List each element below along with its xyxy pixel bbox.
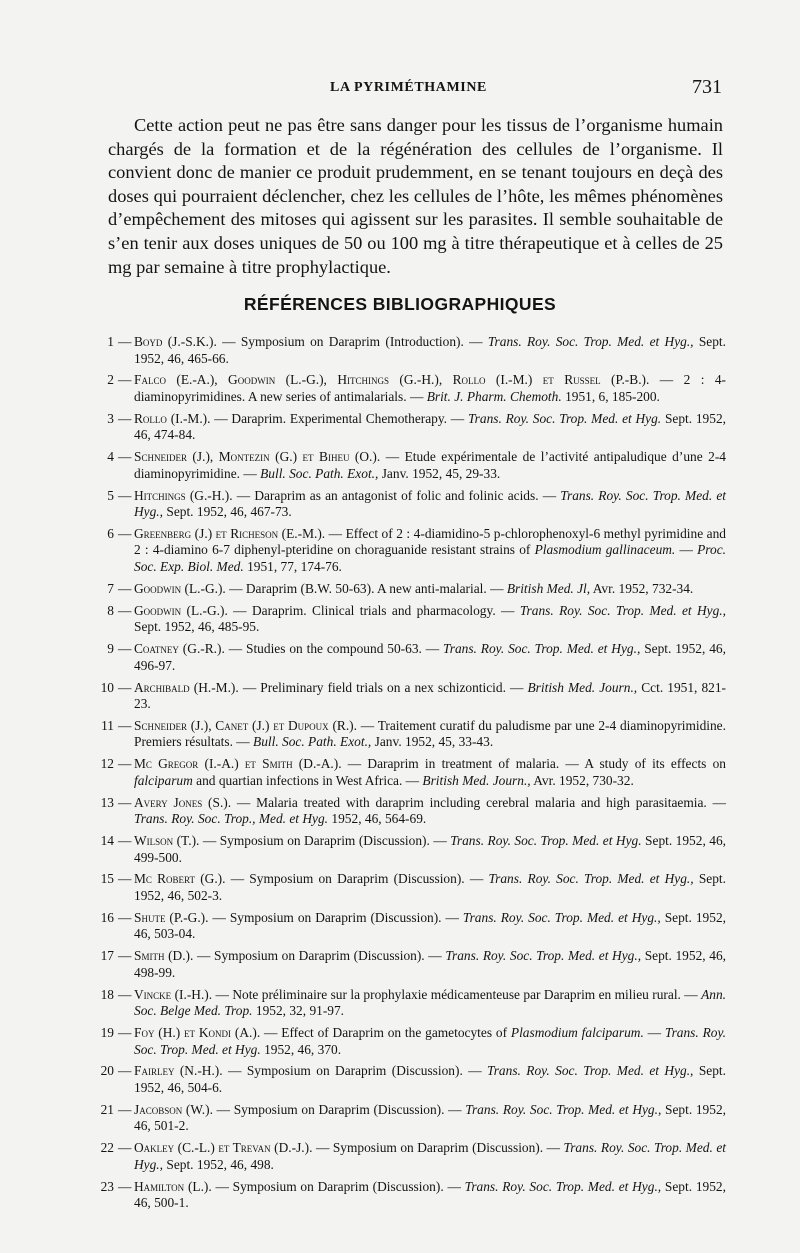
reference-dash: —: [118, 602, 132, 618]
reference-title: Malaria treated with daraprim including cerebral malaria and high parasitaemia.: [256, 794, 707, 810]
reference-number: 8: [107, 602, 114, 618]
reference-authors: Hitchings (G.-H.).: [134, 487, 233, 503]
reference-source: Trans. Roy. Soc. Trop. Med. et Hyg.,: [519, 602, 727, 618]
reference-source: Trans. Roy. Soc. Trop. Med. et Hyg.,: [134, 487, 727, 520]
reference-entry: 1 — Boyd (J.-S.K.). — Symposium on Daraprim (Introduction). — Trans. Roy. Soc. Trop. Med. et Hyg., Sept. 1952, 46, 465-66.: [94, 334, 726, 367]
reference-source: Trans. Roy. Soc. Trop. Med. et Hyg.,: [464, 1178, 662, 1194]
reference-authors: Oakley (C.-L.) et Trevan (D.-J.).: [134, 1140, 313, 1156]
reference-title: Symposium on Daraprim (Discussion).: [233, 1101, 445, 1117]
reference-authors: Vincke (I.-H.).: [134, 986, 213, 1002]
reference-title: Effect of 2 : 4-diamidino-5 p-chlorophenoxyl-6 methyl pyrimidine and 2 : 4-diamino 6-7 diphenyl-pteridine on choraguanide resistant strains of: [134, 525, 726, 558]
reference-dash: —: [118, 1140, 132, 1156]
reference-dash: —: [118, 871, 132, 887]
reference-authors: Rollo (I.-M.).: [134, 410, 211, 426]
reference-title: Daraprim (B.W. 50-63). A new anti-malarial.: [245, 580, 487, 596]
reference-dash: —: [118, 410, 132, 426]
reference-title: Symposium on Daraprim (Introduction).: [240, 334, 464, 349]
reference-species: falciparum: [134, 772, 193, 788]
reference-number: 9: [107, 641, 114, 657]
reference-details: Janv. 1952, 45, 33-43.: [374, 734, 494, 750]
reference-entry: 4 — Schneider (J.), Montezin (G.) et Biheu (O.). — Etude expérimentale de l’activité antipaludique d’une 2-4 diaminopyrimidine. — Bull. Soc. Path. Exot., Janv. 1952, 45, 29-33.: [94, 449, 726, 482]
body-text: [108, 114, 723, 279]
reference-source: Brit. J. Pharm. Chemoth.: [426, 388, 562, 404]
reference-number: 4: [107, 449, 114, 465]
reference-number: 18: [100, 986, 114, 1002]
reference-dash: —: [118, 1101, 132, 1117]
reference-number: 10: [100, 679, 114, 695]
reference-source: Trans. Roy. Soc. Trop. Med. et Hyg.,: [487, 1063, 694, 1079]
reference-source: Trans. Roy. Soc. Trop. Med. et Hyg.,: [465, 1101, 662, 1117]
reference-title: Symposium on Daraprim (Discussion).: [214, 948, 425, 964]
reference-entry: 22 — Oakley (C.-L.) et Trevan (D.-J.). — Symposium on Daraprim (Discussion). — Trans. Roy. Soc. Trop. Med. et Hyg., Sept. 1952, 46, 498.: [94, 1140, 726, 1173]
reference-number: 6: [107, 525, 114, 541]
reference-species: Plasmodium gallinaceum.: [534, 542, 676, 558]
reference-title: Note préliminaire sur la prophylaxie médicamenteuse par Daraprim en milieu rural.: [232, 986, 681, 1002]
reference-details: 1952, 46, 564-69.: [331, 811, 427, 827]
reference-title: 2 : 4-diaminopyrimidines. A new series of antimalarials.: [134, 372, 726, 404]
reference-source: British Med. Journ.,: [527, 679, 638, 695]
page-number: 731: [692, 76, 722, 98]
reference-details: 1951, 6, 185-200.: [565, 388, 660, 404]
reference-authors: Schneider (J.), Montezin (G.) et Biheu (O.).: [134, 449, 381, 465]
reference-entry: 10 — Archibald (H.-M.). — Preliminary field trials on a nex schizonticid. — British Med. Journ., Cct. 1951, 821-23.: [94, 680, 726, 713]
reference-authors: Falco (E.-A.), Goodwin (L.-G.), Hitchings (G.-H.), Rollo (I.-M.) et Russel (P.-B.).: [134, 372, 650, 388]
reference-entry: 9 — Coatney (G.-R.). — Studies on the compound 50-63. — Trans. Roy. Soc. Trop. Med. et Hyg., Sept. 1952, 46, 496-97.: [94, 641, 726, 674]
reference-title: Symposium on Daraprim (Discussion).: [249, 871, 465, 887]
reference-details: Janv. 1952, 45, 29-33.: [381, 465, 501, 481]
reference-entry: 21 — Jacobson (W.). — Symposium on Daraprim (Discussion). — Trans. Roy. Soc. Trop. Med. et Hyg., Sept. 1952, 46, 501-2.: [94, 1102, 726, 1135]
reference-details: Sept. 1952, 46, 474-84.: [134, 410, 726, 443]
reference-dash: —: [118, 487, 132, 503]
reference-number: 19: [100, 1025, 114, 1041]
reference-authors: Goodwin (L.-G.).: [134, 580, 226, 596]
reference-details: Sept. 1952, 46, 467-73.: [166, 504, 292, 520]
reference-entry: 15 — Mc Robert (G.). — Symposium on Daraprim (Discussion). — Trans. Roy. Soc. Trop. Med. et Hyg., Sept. 1952, 46, 502-3.: [94, 871, 726, 904]
reference-details: Avr. 1952, 732-34.: [592, 580, 694, 596]
reference-source: British Med. Jl,: [506, 580, 591, 596]
reference-title: Studies on the compound 50-63.: [246, 641, 422, 657]
reference-authors: Shute (P.-G.).: [134, 909, 209, 925]
reference-authors: Fairley (N.-H.).: [134, 1063, 223, 1079]
reference-details: 1952, 32, 91-97.: [255, 1003, 345, 1019]
reference-authors: Jacobson (W.).: [134, 1101, 213, 1117]
reference-source: Trans. Roy. Soc. Trop. Med. et Hyg.,: [134, 1140, 726, 1172]
reference-number: 3: [107, 410, 114, 426]
reference-entry: 14 — Wilson (T.). — Symposium on Daraprim (Discussion). — Trans. Roy. Soc. Trop. Med. et Hyg. Sept. 1952, 46, 499-500.: [94, 833, 726, 866]
reference-details: Sept. 1952, 46, 501-2.: [134, 1101, 726, 1134]
reference-entry: 17 — Smith (D.). — Symposium on Daraprim (Discussion). — Trans. Roy. Soc. Trop. Med. et Hyg., Sept. 1952, 46, 498-99.: [94, 948, 726, 981]
reference-source: Trans. Roy. Soc. Trop. Med. et Hyg.,: [487, 334, 694, 349]
reference-number: 2: [107, 372, 114, 388]
reference-number: 16: [100, 909, 114, 925]
reference-dash: —: [118, 641, 132, 657]
reference-details: Sept. 1952, 46, 498-99.: [134, 948, 726, 980]
reference-details: Sept. 1952, 46, 465-66.: [134, 334, 726, 366]
reference-authors: Hamilton (L.).: [134, 1178, 212, 1194]
reference-authors: Boyd (J.-S.K.).: [134, 334, 217, 349]
reference-details: Sept. 1952, 46, 498.: [166, 1156, 274, 1172]
reference-number: 13: [100, 794, 114, 810]
reference-entry: 13 — Avery Jones (S.). — Malaria treated with daraprim including cerebral malaria and high parasitaemia. — Trans. Roy. Soc. Trop., Med. et Hyg. 1952, 46, 564-69.: [94, 795, 726, 828]
reference-species: Plasmodium falciparum.: [510, 1025, 644, 1041]
reference-source: Trans. Roy. Soc. Trop., Med. et Hyg.: [134, 811, 329, 827]
reference-number: 7: [107, 580, 114, 596]
reference-details: Sept. 1952, 46, 499-500.: [134, 833, 726, 865]
reference-details: Sept. 1952, 46, 500-1.: [134, 1178, 726, 1211]
reference-details: 1951, 77, 174-76.: [247, 558, 342, 574]
reference-title: Symposium on Daraprim (Discussion).: [246, 1063, 463, 1079]
reference-title: Symposium on Daraprim (Discussion).: [232, 1178, 444, 1194]
reference-details: Sept. 1952, 46, 504-6.: [134, 1063, 726, 1095]
reference-source: Bull. Soc. Path. Exot.,: [253, 734, 372, 750]
reference-dash: —: [118, 679, 132, 695]
reference-entry: 18 — Vincke (I.-H.). — Note préliminaire sur la prophylaxie médicamenteuse par Daraprim en milieu rural. — Ann. Soc. Belge Med. Trop. 1952, 32, 91-97.: [94, 987, 726, 1020]
reference-source: Trans. Roy. Soc. Trop. Med. et Hyg.,: [443, 641, 641, 657]
reference-authors: Mc Gregor (I.-A.) et Smith (D.-A.).: [134, 756, 342, 772]
reference-entry: 8 — Goodwin (L.-G.). — Daraprim. Clinical trials and pharmacology. — Trans. Roy. Soc. Trop. Med. et Hyg., Sept. 1952, 46, 485-95.: [94, 603, 726, 636]
reference-number: 17: [100, 948, 114, 964]
reference-number: 1: [107, 334, 114, 349]
reference-number: 5: [107, 487, 114, 503]
reference-details: Sept. 1952, 46, 503-04.: [134, 909, 726, 942]
reference-dash: —: [118, 1063, 132, 1079]
reference-authors: Smith (D.).: [134, 948, 194, 964]
reference-title-cont: and quartian infections in West Africa.: [196, 772, 403, 788]
reference-source: Trans. Roy. Soc. Trop. Med. et Hyg.,: [488, 871, 694, 887]
reference-authors: Goodwin (L.-G.).: [134, 602, 228, 618]
reference-dash: —: [118, 334, 132, 349]
reference-number: 15: [100, 871, 114, 887]
reference-title: Daraprim. Experimental Chemotherapy.: [231, 410, 448, 426]
reference-authors: Archibald (H.-M.).: [134, 679, 239, 695]
reference-list: [94, 334, 726, 1217]
reference-dash: —: [118, 449, 132, 465]
reference-title: Traitement curatif du paludisme par une 2-4 diaminopyrimidine. Premiers résultats.: [134, 717, 726, 750]
reference-number: 14: [100, 833, 114, 849]
reference-entry: 2 — Falco (E.-A.), Goodwin (L.-G.), Hitchings (G.-H.), Rollo (I.-M.) et Russel (P.-B.). — 2 : 4-diaminopyrimidines. A new series of antimalarials. — Brit. J. Pharm. Chemoth. 1951, 6, 185-200.: [94, 372, 726, 405]
reference-dash: —: [118, 525, 132, 541]
reference-authors: Avery Jones (S.).: [134, 794, 232, 810]
reference-dash: —: [118, 1025, 132, 1041]
reference-authors: Mc Robert (G.).: [134, 871, 226, 887]
reference-details: Sept. 1952, 46, 496-97.: [134, 641, 726, 673]
reference-title: Daraprim. Clinical trials and pharmacology.: [251, 602, 496, 618]
reference-entry: 19 — Foy (H.) et Kondi (A.). — Effect of Daraprim on the gametocytes of Plasmodium falciparum. — Trans. Roy. Soc. Trop. Med. et Hyg. 1952, 46, 370.: [94, 1025, 726, 1058]
running-title: LA PYRIMÉTHAMINE: [330, 80, 487, 95]
reference-authors: Greenberg (J.) et Richeson (E.-M.).: [134, 525, 326, 541]
reference-dash: —: [118, 909, 132, 925]
reference-authors: Wilson (T.).: [134, 833, 200, 849]
reference-number: 21: [100, 1101, 114, 1117]
reference-details: Cct. 1951, 821-23.: [134, 679, 726, 712]
reference-source: Trans. Roy. Soc. Trop. Med. et Hyg.: [467, 410, 662, 426]
reference-source: Ann. Soc. Belge Med. Trop.: [134, 986, 727, 1019]
reference-title: Etude expérimentale de l’activité antipaludique d’une 2-4 diaminopyrimidine.: [134, 449, 727, 481]
reference-entry: 16 — Shute (P.-G.). — Symposium on Daraprim (Discussion). — Trans. Roy. Soc. Trop. Med. et Hyg., Sept. 1952, 46, 503-04.: [94, 910, 726, 943]
reference-entry: 11 — Schneider (J.), Canet (J.) et Dupoux (R.). — Traitement curatif du paludisme par une 2-4 diaminopyrimidine. Premiers résultats. — Bull. Soc. Path. Exot., Janv. 1952, 45, 33-43.: [94, 718, 726, 751]
reference-entry: 23 — Hamilton (L.). — Symposium on Daraprim (Discussion). — Trans. Roy. Soc. Trop. Med. et Hyg., Sept. 1952, 46, 500-1.: [94, 1179, 726, 1212]
reference-title: Symposium on Daraprim (Discussion).: [229, 909, 442, 925]
reference-number: 23: [100, 1178, 114, 1194]
reference-source: Trans. Roy. Soc. Trop. Med. et Hyg.,: [462, 909, 661, 925]
reference-number: 12: [100, 756, 114, 772]
reference-source: Proc. Soc. Exp. Biol. Med.: [134, 542, 726, 574]
reference-title: Daraprim as an antagonist of folic and folinic acids.: [254, 487, 539, 503]
reference-authors: Schneider (J.), Canet (J.) et Dupoux (R.).: [134, 717, 357, 733]
reference-details: 1952, 46, 370.: [264, 1041, 342, 1057]
reference-dash: —: [118, 717, 132, 733]
reference-title: Symposium on Daraprim (Discussion).: [219, 833, 430, 849]
reference-source: Bull. Soc. Path. Exot.,: [260, 465, 379, 481]
reference-dash: —: [118, 833, 132, 849]
reference-number: 20: [100, 1063, 114, 1079]
reference-dash: —: [118, 794, 132, 810]
reference-dash: —: [118, 580, 132, 596]
reference-entry: 7 — Goodwin (L.-G.). — Daraprim (B.W. 50-63). A new anti-malarial. — British Med. Jl, Avr. 1952, 732-34.: [94, 581, 726, 598]
reference-number: 11: [101, 717, 114, 733]
reference-authors: Foy (H.) et Kondi (A.).: [134, 1025, 261, 1041]
reference-dash: —: [118, 756, 132, 772]
reference-source: British Med. Journ.,: [422, 772, 531, 788]
reference-entry: 20 — Fairley (N.-H.). — Symposium on Daraprim (Discussion). — Trans. Roy. Soc. Trop. Med. et Hyg., Sept. 1952, 46, 504-6.: [94, 1063, 726, 1096]
reference-details: Avr. 1952, 730-32.: [533, 772, 634, 788]
running-header: [0, 78, 800, 100]
reference-source: Trans. Roy. Soc. Trop. Med. et Hyg.: [134, 1025, 727, 1057]
reference-number: 22: [100, 1140, 114, 1156]
reference-title: Preliminary field trials on a nex schizonticid.: [260, 679, 506, 695]
reference-details: Sept. 1952, 46, 502-3.: [134, 871, 726, 903]
reference-entry: 12 — Mc Gregor (I.-A.) et Smith (D.-A.). — Daraprim in treatment of malaria. — A study of its effects on falciparum and quartian infections in West Africa. — British Med. Journ., Avr. 1952, 730-32.: [94, 756, 726, 789]
reference-dash: —: [118, 986, 132, 1002]
body-paragraph: Cette action peut ne pas être sans danger pour les tissus de l’organisme humain chargés de la formation et de la régénération des cellules de l’organisme. Il convient donc de manier ce produit prudemment, en se tenant toujours en deçà des doses qui pourraient déclencher, chez les cellules de l’hôte, les mêmes phénomènes d’empêchement des mitoses qui agissent sur les parasites. Il semble souhaitable de s’en tenir aux doses uniques de 50 ou 100 mg à titre thérapeutique et à celles de 25 mg par semaine à titre prophylactique.: [108, 115, 723, 277]
reference-entry: 5 — Hitchings (G.-H.). — Daraprim as an antagonist of folic and folinic acids. — Trans. Roy. Soc. Trop. Med. et Hyg., Sept. 1952, 46, 467-73.: [94, 488, 726, 521]
reference-entry: 3 — Rollo (I.-M.). — Daraprim. Experimental Chemotherapy. — Trans. Roy. Soc. Trop. Med. et Hyg. Sept. 1952, 46, 474-84.: [94, 411, 726, 444]
reference-title: Effect of Daraprim on the gametocytes of: [281, 1025, 508, 1041]
reference-dash: —: [118, 1178, 132, 1194]
references-heading: RÉFÉRENCES BIBLIOGRAPHIQUES: [243, 294, 557, 314]
reference-source: Trans. Roy. Soc. Trop. Med. et Hyg.: [450, 833, 642, 849]
reference-title: Daraprim in treatment of malaria.: [367, 756, 560, 772]
reference-title: Symposium on Daraprim (Discussion).: [332, 1140, 544, 1156]
reference-title-cont: A study of its effects on: [584, 756, 726, 772]
reference-details: Sept. 1952, 46, 485-95.: [134, 619, 260, 635]
reference-entry: 6 — Greenberg (J.) et Richeson (E.-M.). — Effect of 2 : 4-diamidino-5 p-chlorophenoxyl-6 methyl pyrimidine and 2 : 4-diamino 6-7 diphenyl-pteridine on choraguanide resistant strains of Plasmodium gallinaceum. — Proc. Soc. Exp. Biol. Med. 1951, 77, 174-76.: [94, 526, 726, 576]
reference-dash: —: [118, 948, 132, 964]
reference-authors: Coatney (G.-R.).: [134, 641, 225, 657]
reference-source: Trans. Roy. Soc. Trop. Med. et Hyg.,: [445, 948, 642, 964]
reference-dash: —: [118, 372, 132, 388]
